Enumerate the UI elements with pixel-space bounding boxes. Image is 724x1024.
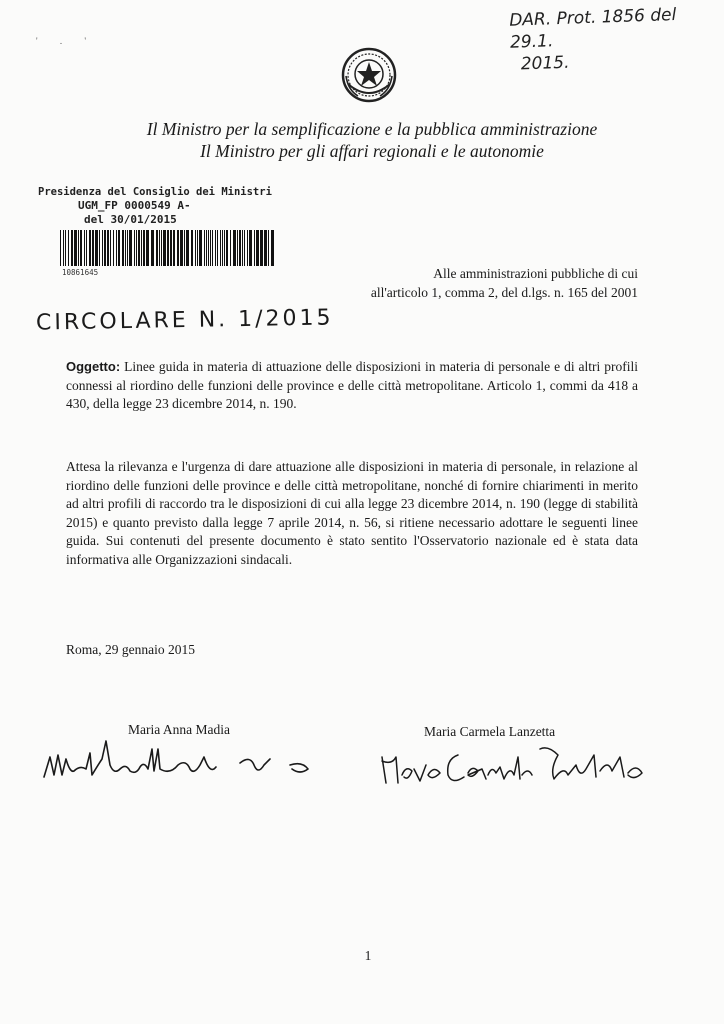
barcode-bar — [134, 230, 135, 266]
barcode-bar — [102, 230, 103, 266]
barcode-bar — [92, 230, 94, 266]
signatory-name-right: Maria Carmela Lanzetta — [424, 724, 556, 739]
barcode-bar — [107, 230, 109, 266]
barcode-bar — [122, 230, 124, 266]
barcode-bar — [268, 230, 269, 266]
barcode-bar — [127, 230, 128, 266]
ministers-header — [0, 118, 724, 162]
subject-label: Oggetto: — [66, 359, 121, 374]
signature-right — [372, 735, 677, 795]
scan-marks: ' . ' — [36, 36, 96, 46]
barcode-bar — [71, 230, 73, 266]
barcode-bar — [125, 230, 126, 266]
barcode-bar — [99, 230, 100, 266]
stamp-line-3: del 30/01/2015 — [84, 213, 177, 226]
barcode-bar — [210, 230, 211, 266]
barcode-number: 10861645 — [62, 268, 99, 277]
barcode-bar — [199, 230, 202, 266]
barcode-bar — [230, 230, 231, 266]
barcode-bar — [173, 230, 175, 266]
page-number: 1 — [364, 948, 372, 963]
barcode-bar — [197, 230, 198, 266]
barcode-bar — [129, 230, 132, 266]
barcode-bar — [110, 230, 111, 266]
barcode-bar — [68, 230, 69, 266]
barcode-bar — [78, 230, 79, 266]
barcode-bar — [222, 230, 223, 266]
barcode-bar — [159, 230, 160, 266]
barcode-bar — [239, 230, 241, 266]
barcode-bar — [84, 230, 85, 266]
barcode-bar — [104, 230, 106, 266]
subject-text: Linee guida in materia di attuazione delle disposizioni in materia di personale e di altri profili connessi al riordino delle funzioni delle province e delle città metropolitane. Articolo 1, commi da 418 a 430, della legge 23 dicembre 2014, n. 190. — [66, 359, 638, 411]
barcode-bar — [204, 230, 205, 266]
barcode-bar — [224, 230, 225, 266]
barcode-bar — [146, 230, 149, 266]
barcode-bar — [220, 230, 221, 266]
barcode-bar — [170, 230, 172, 266]
recipients — [300, 264, 638, 302]
barcode-bar — [113, 230, 114, 266]
barcode-bar — [226, 230, 228, 266]
barcode — [60, 230, 275, 266]
barcode-bar — [242, 230, 243, 266]
signatory-name-left: Maria Anna Madia — [128, 722, 230, 737]
barcode-bar — [60, 230, 61, 266]
circolare-number: CIRCOLARE N. 1/2015 — [35, 305, 334, 336]
minister-title-1: Il Ministro per la semplificazione e la pubblica amministrazione — [146, 119, 598, 139]
barcode-bar — [208, 230, 209, 266]
barcode-bar — [89, 230, 91, 266]
subject-paragraph — [66, 358, 638, 414]
stamp-line-2: UGM_FP 0000549 A- — [78, 199, 191, 212]
barcode-bar — [184, 230, 185, 266]
barcode-bar — [163, 230, 166, 266]
recipients-line-2: all'articolo 1, comma 2, del d.lgs. n. 165 del 2001 — [370, 285, 638, 300]
barcode-bar — [249, 230, 252, 266]
handwritten-protocol-note — [509, 2, 724, 75]
barcode-bar — [138, 230, 140, 266]
barcode-bar — [116, 230, 117, 266]
barcode-bar — [151, 230, 154, 266]
barcode-bar — [136, 230, 137, 266]
barcode-bar — [161, 230, 162, 266]
barcode-bar — [244, 230, 245, 266]
barcode-bar — [80, 230, 82, 266]
barcode-bar — [63, 230, 64, 266]
barcode-bar — [167, 230, 169, 266]
barcode-bar — [118, 230, 120, 266]
handwritten-note-line1: DAR. Prot. 1856 del 29.1. — [508, 4, 677, 53]
barcode-bar — [195, 230, 196, 266]
barcode-bar — [141, 230, 142, 266]
barcode-bar — [65, 230, 66, 266]
barcode-bar — [74, 230, 77, 266]
barcode-bar — [254, 230, 255, 266]
barcode-bar — [156, 230, 158, 266]
barcode-bar — [177, 230, 179, 266]
italian-republic-emblem-icon — [340, 46, 398, 104]
handwritten-note-line2: 2015. — [520, 52, 570, 75]
barcode-bar — [264, 230, 267, 266]
barcode-bar — [206, 230, 207, 266]
signature-left — [40, 735, 340, 795]
barcode-bar — [186, 230, 189, 266]
stamp-line-1: Presidenza del Consiglio dei Ministri — [38, 186, 272, 198]
place-date: Roma, 29 gennaio 2015 — [66, 642, 195, 657]
protocol-stamp — [38, 185, 272, 227]
body-paragraph: Attesa la rilevanza e l'urgenza di dare attuazione alle disposizioni in materia di personale, in relazione al riordino delle funzioni delle province e delle città metropolitane, nonché di fornire chiarimenti in merito ad altri profili di raccordo tra le disposizioni di cui alla legge 23 dicembre 2014, n. 190 (legge di stabilità 2015) e quanto previsto dalla legge 7 aprile 2014, n. 56, si ritiene necessario adottare le seguenti linee guida. Sui contenuti del presente documento è stato sentito l'Osservatorio nazionale ed è stata data informativa alle Organizzazioni sindacali. — [66, 459, 638, 567]
barcode-bar — [233, 230, 236, 266]
barcode-bar — [260, 230, 263, 266]
barcode-bar — [143, 230, 145, 266]
barcode-bar — [271, 230, 274, 266]
barcode-bar — [191, 230, 193, 266]
barcode-bar — [86, 230, 87, 266]
barcode-bar — [256, 230, 259, 266]
minister-title-2: Il Ministro per gli affari regionali e le autonomie — [200, 141, 544, 161]
barcode-bar — [180, 230, 183, 266]
barcode-bar — [95, 230, 98, 266]
recipients-line-1: Alle amministrazioni pubbliche di cui — [433, 266, 638, 281]
barcode-bar — [247, 230, 248, 266]
barcode-bar — [237, 230, 238, 266]
barcode-bar — [212, 230, 213, 266]
barcode-bar — [217, 230, 218, 266]
barcode-bar — [215, 230, 216, 266]
